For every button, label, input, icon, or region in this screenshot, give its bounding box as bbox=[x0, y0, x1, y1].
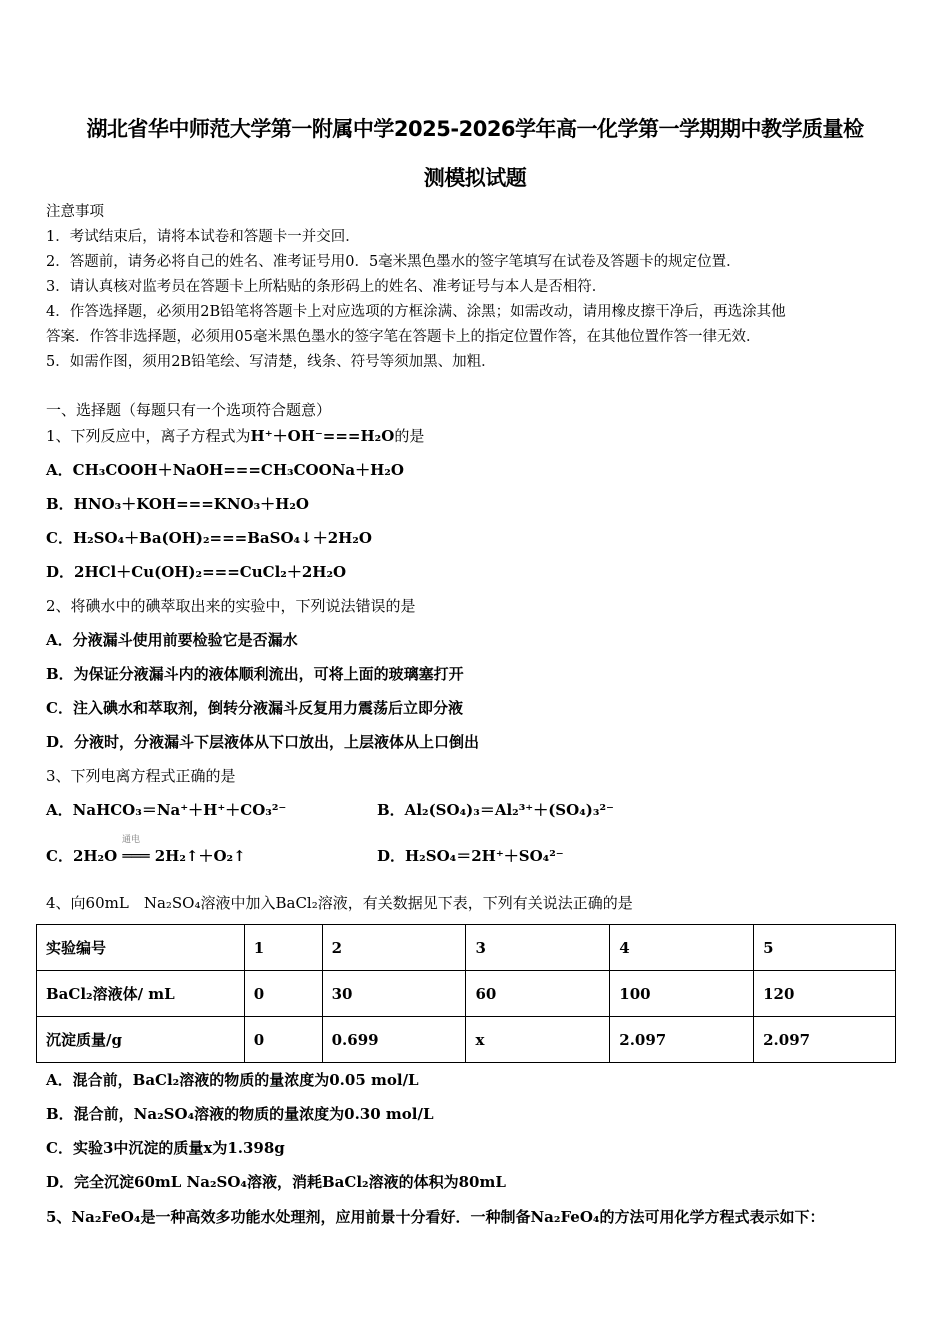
table-cell: 0 bbox=[244, 971, 322, 1017]
notice-item: 答案．作答非选择题，必须用05毫米黑色墨水的签字笔在答题卡上的指定位置作答，在其他位置作答一律无效． bbox=[46, 329, 761, 345]
question-1-stem-formula: H⁺＋OH⁻===H₂O bbox=[250, 427, 395, 445]
question-1-option-c: C．H₂SO₄＋Ba(OH)₂===BaSO₄↓＋2H₂O bbox=[46, 529, 372, 547]
table-cell: BaCl₂溶液体/ mL bbox=[37, 971, 245, 1017]
question-3-option-d: D．H₂SO₄＝2H⁺＋SO₄²⁻ bbox=[377, 847, 564, 865]
page-title-line1: 湖北省华中师范大学第一附属中学2025-2026学年高一化学第一学期期中教学质量检 bbox=[86, 117, 864, 141]
notice-item: 4．作答选择题，必须用2B铅笔将答题卡上对应选项的方框涂满、涂黑；如需改动，请用橡皮擦干净后，再选涂其他 bbox=[46, 304, 786, 320]
table-cell: 0 bbox=[244, 1017, 322, 1063]
electrolysis-condition-label: 通电 bbox=[122, 835, 141, 845]
table-cell: 100 bbox=[610, 971, 754, 1017]
question-5-stem: 5、Na₂FeO₄是一种高效多功能水处理剂，应用前景十分看好．一种制备Na₂FeO₄的方法可用化学方程式表示如下： bbox=[46, 1208, 825, 1226]
question-2-option-d: D．分液时，分液漏斗下层液体从下口放出，上层液体从上口倒出 bbox=[46, 733, 480, 751]
table-cell: 3 bbox=[466, 925, 610, 971]
table-cell: 沉淀质量/g bbox=[37, 1017, 245, 1063]
question-1-option-a: A．CH₃COOH＋NaOH===CH₃COONa＋H₂O bbox=[46, 461, 404, 479]
question-2-option-a: A．分液漏斗使用前要检验它是否漏水 bbox=[46, 631, 298, 649]
question-3-option-a: A．NaHCO₃＝Na⁺＋H⁺＋CO₃²⁻ bbox=[46, 801, 287, 819]
notice-heading: 注意事项 bbox=[46, 204, 104, 220]
table-cell: 30 bbox=[322, 971, 466, 1017]
question-2-option-b: B．为保证分液漏斗内的液体顺利流出，可将上面的玻璃塞打开 bbox=[46, 665, 464, 683]
question-4-option-c: C．实验3中沉淀的质量x为1.398g bbox=[46, 1139, 285, 1157]
notice-item: 5．如需作图，须用2B铅笔绘、写清楚，线条、符号等须加黑、加粗． bbox=[46, 354, 496, 370]
page-title-line2: 测模拟试题 bbox=[423, 166, 527, 190]
data-table bbox=[36, 924, 896, 1063]
question-1-option-b: B．HNO₃＋KOH===KNO₃＋H₂O bbox=[46, 495, 309, 513]
table-cell: 5 bbox=[754, 925, 896, 971]
table-row bbox=[37, 1017, 896, 1063]
question-3-option-b: B．Al₂(SO₄)₃＝Al₂³⁺＋(SO₄)₃²⁻ bbox=[377, 801, 614, 819]
question-1-option-d: D．2HCl＋Cu(OH)₂===CuCl₂＋2H₂O bbox=[46, 563, 347, 581]
question-1-stem bbox=[46, 426, 424, 446]
table-cell: 0.699 bbox=[322, 1017, 466, 1063]
question-4-option-d: D．完全沉淀60mL Na₂SO₄溶液，消耗BaCl₂溶液的体积为80mL bbox=[46, 1173, 506, 1191]
question-4-option-b: B．混合前，Na₂SO₄溶液的物质的量浓度为0.30 mol/L bbox=[46, 1105, 434, 1123]
question-4-option-a: A．混合前，BaCl₂溶液的物质的量浓度为0.05 mol/L bbox=[46, 1071, 419, 1089]
question-2-option-c: C．注入碘水和萃取剂，倒转分液漏斗反复用力震荡后立即分液 bbox=[46, 699, 463, 717]
table-cell: 实验编号 bbox=[37, 925, 245, 971]
question-3-stem: 3、下列电离方程式正确的是 bbox=[46, 767, 236, 785]
question-1-stem-prefix: 1、下列反应中，离子方程式为 bbox=[46, 427, 251, 445]
table-cell: 2 bbox=[322, 925, 466, 971]
question-4-stem: 4、向60mL Na₂SO₄溶液中加入BaCl₂溶液，有关数据见下表，下列有关说法正确的是 bbox=[46, 894, 633, 912]
question-1-stem-suffix: 的是 bbox=[394, 427, 425, 445]
table-row bbox=[37, 971, 896, 1017]
notice-item: 1．考试结束后，请将本试卷和答题卡一并交回． bbox=[46, 229, 360, 245]
notice-item: 2．答题前，请务必将自己的姓名、准考证号用0．5毫米黑色墨水的签字笔填写在试卷及答题卡的规定位置． bbox=[46, 254, 741, 270]
table-cell: 120 bbox=[754, 971, 896, 1017]
table-cell: 2.097 bbox=[610, 1017, 754, 1063]
table-row bbox=[37, 925, 896, 971]
table-cell: x bbox=[466, 1017, 610, 1063]
notice-item: 3．请认真核对监考员在答题卡上所粘贴的条形码上的姓名、准考证号与本人是否相符． bbox=[46, 279, 607, 295]
table-cell: 2.097 bbox=[754, 1017, 896, 1063]
table-cell: 1 bbox=[244, 925, 322, 971]
table-cell: 4 bbox=[610, 925, 754, 971]
question-3-option-c: C．2H₂O ═══ 2H₂↑＋O₂↑ bbox=[46, 847, 246, 865]
table-cell: 60 bbox=[466, 971, 610, 1017]
question-2-stem: 2、将碘水中的碘萃取出来的实验中，下列说法错误的是 bbox=[46, 597, 416, 615]
section-heading: 一、选择题（每题只有一个选项符合题意） bbox=[46, 401, 332, 419]
